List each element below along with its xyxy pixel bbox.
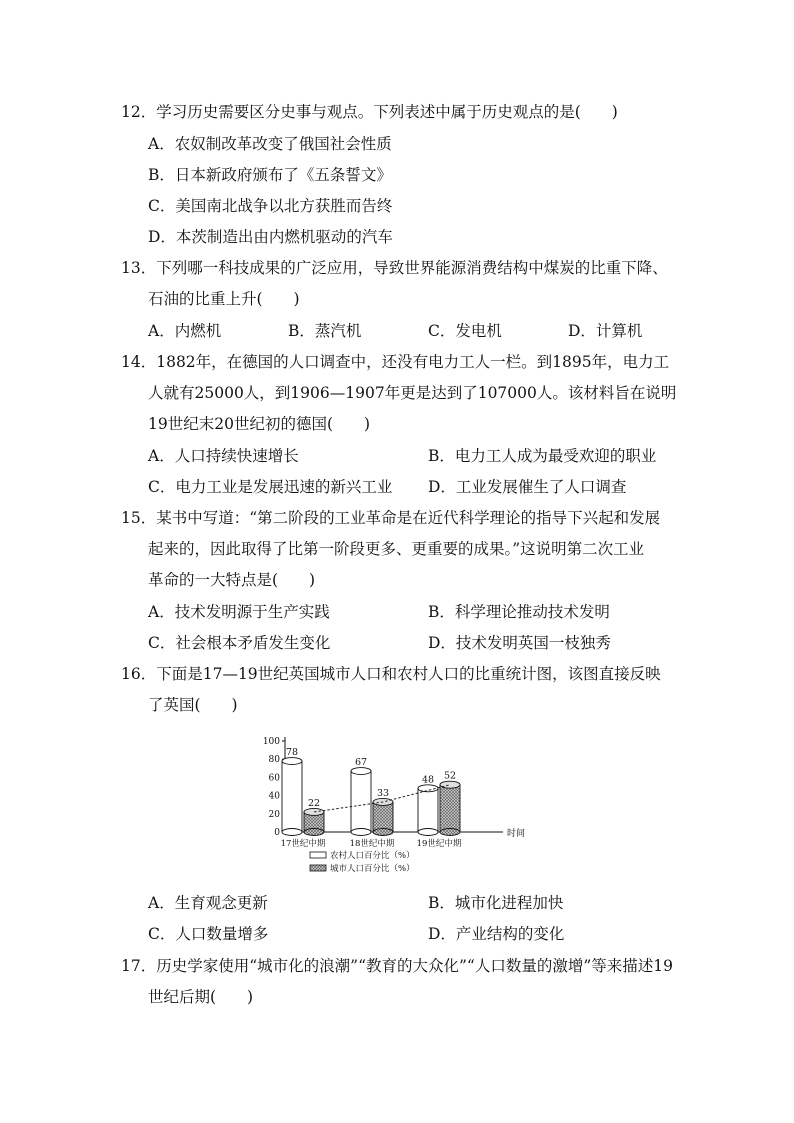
q15-option-b: B．科学理论推动技术发明 [428,603,610,621]
rural-bar [418,788,438,832]
q13-option-c: C．发电机 [428,322,502,340]
legend-swatch-urban [310,865,326,871]
legend-label-rural: 农村人口百分比（%） [330,851,415,861]
y-tick-label: 40 [268,791,280,802]
q16-option-c: C．人口数量增多 [148,925,269,943]
y-tick-label: 100 [262,737,280,747]
q15-option-a: A．技术发明源于生产实践 [148,603,330,621]
bar-base [351,829,371,836]
data-label: 52 [443,770,457,782]
data-label: 22 [307,797,321,809]
q14-stem-line-2: 人就有25000人，到1906—1907年更是达到了107000人。该材料旨在说明 [148,384,677,402]
category-label: 19世纪中期 [416,839,462,849]
q16-option-a: A．生育观念更新 [148,894,268,912]
q16-option-d: D．产业结构的变化 [428,925,565,943]
data-label: 78 [285,747,299,759]
q13-stem-line-2: 石油的比重上升( ) [148,290,300,308]
bar-top [440,781,460,788]
q16-stem-line-1: 16．下面是17—19世纪英国城市人口和农村人口的比重统计图，该图直接反映 [121,665,661,683]
x-axis-label: 时间 [507,829,526,839]
y-tick-label: 60 [268,773,280,784]
urban-bar [440,785,460,832]
data-label: 33 [376,787,390,799]
rural-bar [282,761,302,832]
bar-base [373,829,393,836]
q12-option-b: B．日本新政府颁布了《五条誓文》 [148,166,392,184]
q15-option-d: D．技术发明英国一枝独秀 [428,634,611,652]
population-ratio-chart [255,735,545,885]
y-tick-label: 20 [268,809,280,820]
bar-base [418,829,438,836]
bar-base [282,829,302,836]
category-label: 18世纪中期 [349,839,395,849]
legend-swatch-rural [310,852,326,858]
legend-label-urban: 城市人口百分比（%） [330,864,415,874]
q14-option-a: A．人口持续快速增长 [148,447,299,465]
q14-stem-line-1: 14．1882年，在德国的人口调查中，还没有电力工人一栏。到1895年，电力工 [121,353,670,371]
q15-stem-line-1: 15．某书中写道：“第二阶段的工业革命是在近代科学理论的指导下兴起和发展 [121,509,661,527]
q13-option-a: A．内燃机 [148,322,222,340]
bar-top [282,758,302,765]
q13-option-b: B．蒸汽机 [288,322,362,340]
q12-option-c: C．美国南北战争以北方获胜而告终 [148,197,393,215]
q12-option-d: D．本茨制造出由内燃机驱动的汽车 [148,228,393,246]
data-label: 67 [354,757,368,769]
q15-stem-line-2: 起来的，因此取得了比第一阶段更多、更重要的成果。”这说明第二次工业 [148,540,645,558]
q12-option-a: A．农奴制改革改变了俄国社会性质 [148,135,392,153]
q12-stem: 12．学习历史需要区分史事与观点。下列表述中属于历史观点的是( ) [121,103,618,121]
y-tick-label: 80 [268,755,280,766]
q17-stem-line-1: 17．历史学家使用“城市化的浪潮”“教育的大众化”“人口数量的激增”等来描述19 [121,957,673,975]
q14-option-b: B．电力工人成为最受欢迎的职业 [428,447,657,465]
q14-option-c: C．电力工业是发展迅速的新兴工业 [148,478,393,496]
urban-bar [373,802,393,832]
bar-base [440,829,460,836]
q16-stem-line-2: 了英国( ) [148,696,238,714]
q17-stem-line-2: 世纪后期( ) [148,988,254,1006]
q15-option-c: C．社会根本矛盾发生变化 [148,634,331,652]
q13-stem-line-1: 13．下列哪一科技成果的广泛应用，导致世界能源消费结构中煤炭的比重下降、 [121,259,668,277]
rural-bar [351,771,371,832]
bar-top [351,768,371,775]
q14-option-d: D．工业发展催生了人口调查 [428,478,627,496]
y-tick-label: 0 [274,828,280,838]
q14-stem-line-3: 19世纪末20世纪初的德国( ) [148,415,371,433]
q13-option-d: D．计算机 [568,322,643,340]
category-label: 17世纪中期 [280,839,326,849]
q16-option-b: B．城市化进程加快 [428,894,564,912]
data-label: 48 [421,774,435,786]
q15-stem-line-3: 革命的一大特点是( ) [148,571,316,589]
bar-base [304,829,324,836]
